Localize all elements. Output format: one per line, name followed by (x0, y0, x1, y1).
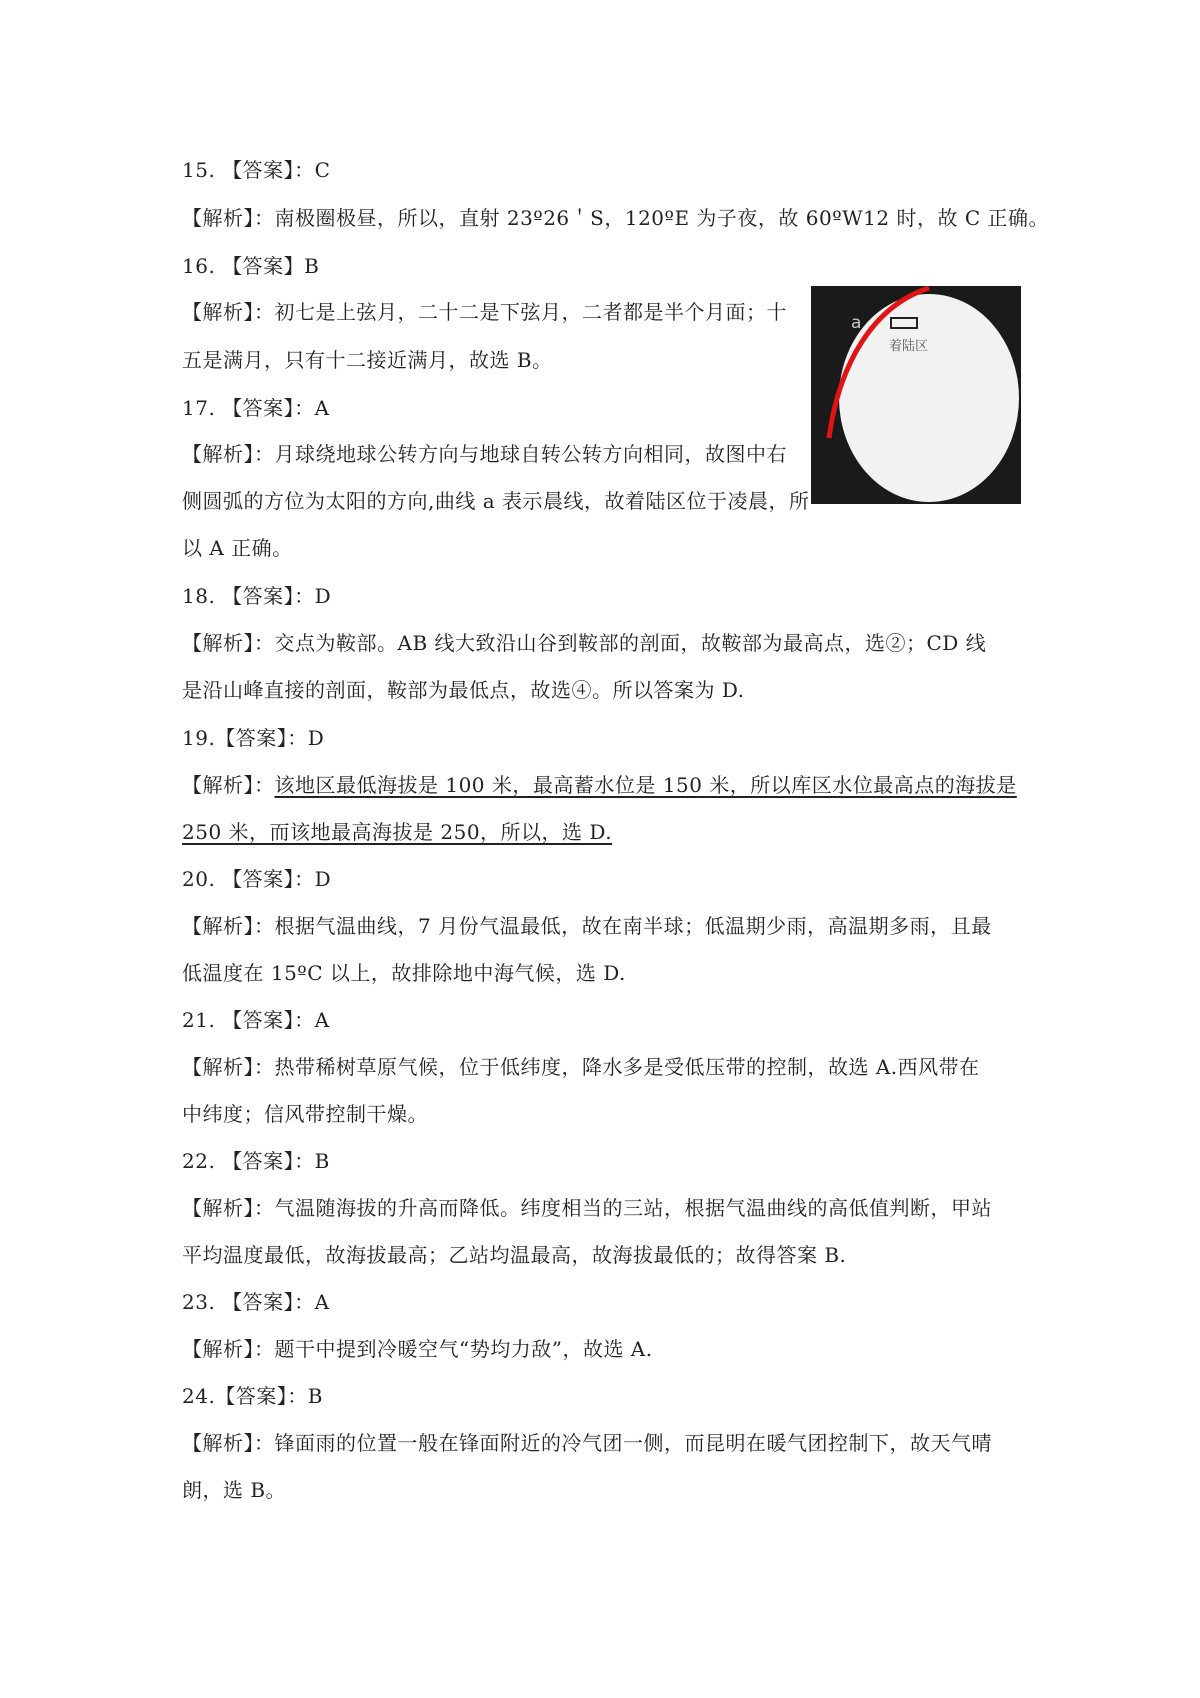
analysis-16-line-1: 【解析】：初七是上弦月，二十二是下弦月，二者都是半个月面；十 (182, 300, 787, 324)
analysis-23-line-1: 【解析】：题干中提到冷暖空气“势均力敌”，故选 A. (182, 1337, 653, 1361)
analysis-20-line-2: 低温度在 15ºC 以上，故排除地中海气候，选 D. (182, 961, 626, 985)
answer-21: 21. 【答案】：A (182, 1008, 330, 1032)
answer-18: 18. 【答案】：D (182, 584, 332, 608)
moon-terminator-figure (811, 286, 1021, 504)
moon-disk (839, 294, 1019, 502)
answer-24: 24.【答案】：B (182, 1384, 324, 1408)
answer-20: 20. 【答案】：D (182, 867, 332, 891)
landing-area-label: 着陆区 (889, 339, 929, 354)
analysis-19-label: 【解析】： (182, 773, 275, 797)
analysis-17-line-3: 以 A 正确。 (182, 536, 293, 560)
analysis-19-line-1 (182, 771, 1017, 799)
analysis-24-line-1: 【解析】：锋面雨的位置一般在锋面附近的冷气团一侧，而昆明在暖气团控制下，故天气晴 (182, 1431, 992, 1455)
answer-15: 15. 【答案】：C (182, 158, 331, 182)
analysis-21-line-1: 【解析】：热带稀树草原气候，位于低纬度，降水多是受低压带的控制，故选 A.西风带在 (182, 1055, 980, 1079)
curve-label-a: a (851, 313, 862, 333)
analysis-19-underlined-text-1: 该地区最低海拔是 100 米，最高蓄水位是 150 米，所以库区水位最高点的海拔是 (274, 773, 1017, 797)
answer-23: 23. 【答案】：A (182, 1290, 330, 1314)
answer-22: 22. 【答案】：B (182, 1149, 330, 1173)
analysis-21-line-2: 中纬度；信风带控制干燥。 (182, 1102, 428, 1126)
analysis-18-line-2: 是沿山峰直接的剖面，鞍部为最低点，故选④。所以答案为 D. (182, 678, 745, 702)
analysis-15-line-1: 【解析】：南极圈极昼，所以，直射 23º26＇S，120ºE 为子夜，故 60ºW12 时，故 C 正确。 (182, 206, 1049, 230)
analysis-20-line-1: 【解析】：根据气温曲线，7 月份气温最低，故在南半球；低温期少雨，高温期多雨，且最 (182, 914, 992, 938)
analysis-22-line-1: 【解析】：气温随海拔的升高而降低。纬度相当的三站，根据气温曲线的高低值判断，甲站 (182, 1196, 992, 1220)
moon-diagram (811, 286, 1021, 504)
answer-16: 16. 【答案】B (182, 254, 320, 278)
answer-19: 19.【答案】：D (182, 726, 325, 750)
analysis-18-line-1: 【解析】：交点为鞍部。AB 线大致沿山谷到鞍部的剖面，故鞍部为最高点，选②；CD 线 (182, 631, 987, 655)
analysis-19-underlined-text-2: 250 米，而该地最高海拔是 250，所以，选 D. (182, 820, 613, 844)
analysis-24-line-2: 朗，选 B。 (182, 1478, 287, 1502)
analysis-17-line-1: 【解析】：月球绕地球公转方向与地球自转公转方向相同，故图中右 (182, 442, 787, 466)
analysis-22-line-2: 平均温度最低，故海拔最高；乙站均温最高，故海拔最低的；故得答案 B. (182, 1243, 847, 1267)
answer-17: 17. 【答案】：A (182, 396, 330, 420)
analysis-17-line-2: 侧圆弧的方位为太阳的方向,曲线 a 表示晨线，故着陆区位于凌晨，所 (182, 489, 810, 513)
analysis-16-line-2: 五是满月，只有十二接近满月，故选 B。 (182, 348, 553, 372)
